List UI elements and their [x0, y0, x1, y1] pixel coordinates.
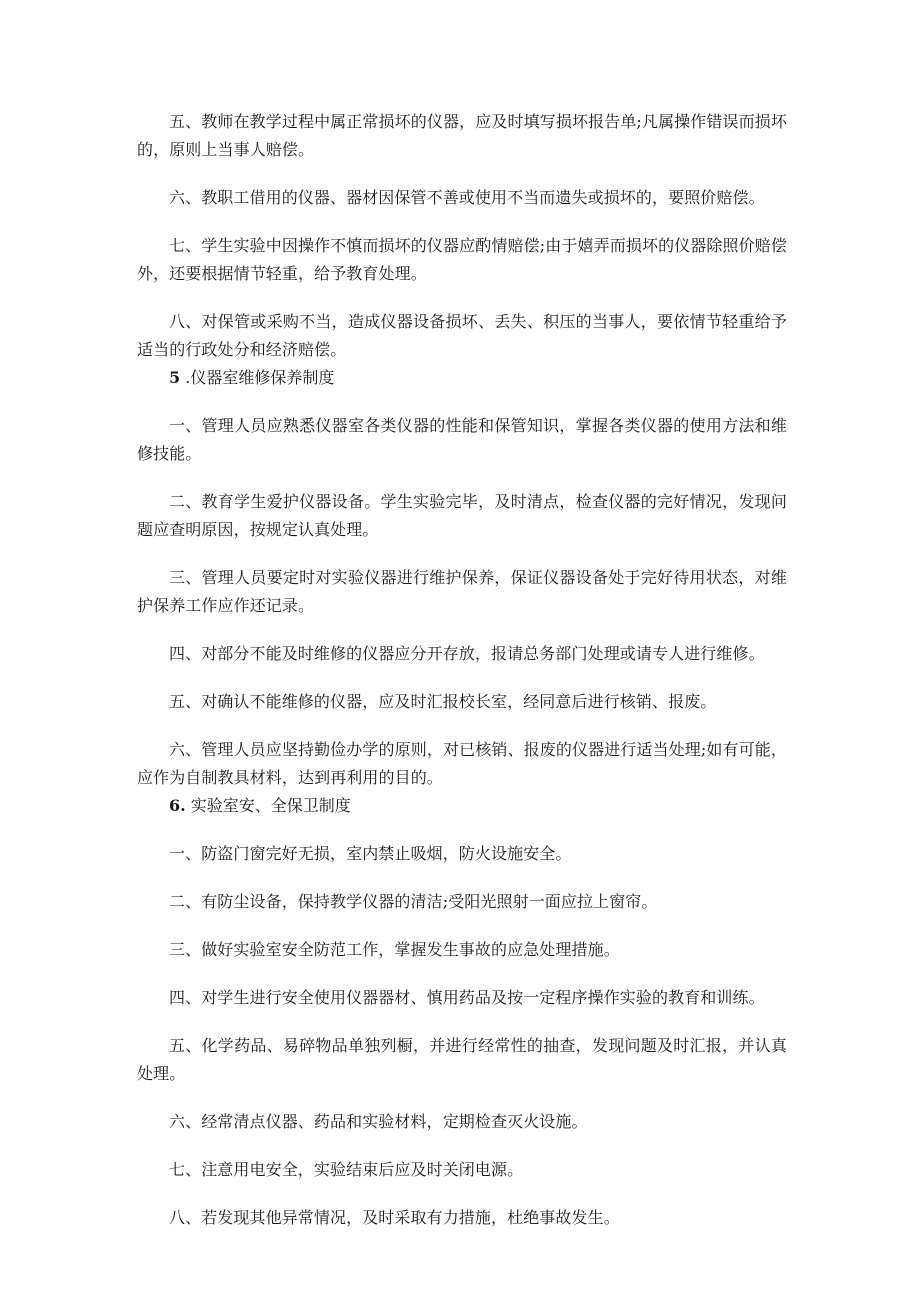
paragraph-c8: 八、若发现其他异常情况，及时采取有力措施，杜绝事故发生。: [169, 1208, 620, 1227]
paragraph-c2: 二、有防尘设备，保持教学仪器的清洁;受阳光照射一面应拉上窗帘。: [169, 892, 658, 911]
paragraph-b3: 三、管理人员要定时对实验仪器进行维护保养，保证仪器设备处于完好待用状态，对维护保养工作应作还记录。: [137, 568, 787, 615]
paragraph-a7: 七、学生实验中因操作不慎而损坏的仪器应酌情赔偿;由于嬉弄而损坏的仪器除照价赔偿外，还要根据情节轻重，给予教育处理。: [137, 236, 787, 283]
section-title-6: 实验室安、全保卫制度: [190, 796, 351, 815]
section-title-5: .仪器室维修保养制度: [185, 368, 335, 387]
paragraph-c7: 七、注意用电安全，实验结束后应及时关闭电源。: [169, 1160, 524, 1179]
section-number-6: 6.: [169, 796, 186, 815]
section-heading-6: [137, 792, 787, 820]
paragraph-c6: 六、经常清点仪器、药品和实验材料，定期检查灭火设施。: [169, 1112, 588, 1131]
paragraph-c4: 四、对学生进行安全使用仪器器材、慎用药品及按一定程序操作实验的教育和训练。: [169, 988, 765, 1007]
document-page: [137, 108, 787, 1232]
paragraph-a6: 六、教职工借用的仪器、器材因保管不善或使用不当而遗失或损坏的，要照价赔偿。: [169, 188, 765, 207]
paragraph-b6: 六、管理人员应坚持勤俭办学的原则，对已核销、报废的仪器进行适当处理;如有可能，应作为自制教具材料，达到再利用的目的。: [137, 740, 787, 787]
section-number-5: 5: [169, 368, 181, 387]
paragraph-c3: 三、做好实验室安全防范工作，掌握发生事故的应急处理措施。: [169, 940, 620, 959]
paragraph-a5: 五、教师在教学过程中属正常损坏的仪器，应及时填写损坏报告单;凡属操作错误而损坏的，原则上当事人赔偿。: [137, 112, 787, 159]
paragraph-b4: 四、对部分不能及时维修的仪器应分开存放，报请总务部门处理或请专人进行维修。: [169, 644, 765, 663]
paragraph-c5: 五、化学药品、易碎物品单独列橱，并进行经常性的抽查，发现问题及时汇报，并认真处理。: [137, 1036, 787, 1083]
section-heading-5: [137, 364, 787, 392]
paragraph-b5: 五、对确认不能维修的仪器，应及时汇报校长室，经同意后进行核销、报废。: [169, 692, 717, 711]
paragraph-b1: 一、管理人员应熟悉仪器室各类仪器的性能和保管知识，掌握各类仪器的使用方法和维修技能。: [137, 416, 787, 463]
paragraph-c1: 一、防盗门窗完好无损，室内禁止吸烟，防火设施安全。: [169, 844, 572, 863]
paragraph-a8: 八、对保管或采购不当，造成仪器设备损坏、丢失、积压的当事人，要依情节轻重给予适当的行政处分和经济赔偿。: [137, 312, 787, 359]
paragraph-b2: 二、教育学生爱护仪器设备。学生实验完毕，及时清点，检查仪器的完好情况，发现问题应查明原因，按规定认真处理。: [137, 492, 787, 539]
